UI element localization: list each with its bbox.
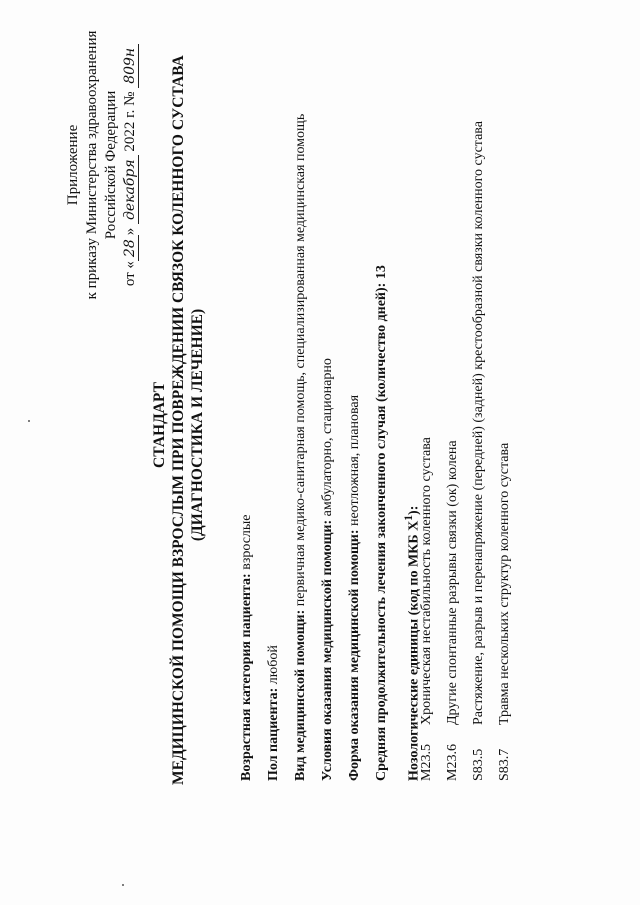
code-row <box>414 21 440 781</box>
order-number: 809н <box>122 44 139 88</box>
date-month: декабря <box>122 155 139 224</box>
info-duration: Средняя продолжительность лечения законченного случая (количество дней): 13 <box>374 265 389 781</box>
info-nosology: Нозологические единицы (код по МКБ $X^1$): <box>402 505 422 781</box>
nosology-codes <box>414 21 518 781</box>
info-age: Возрастная категория пациента: взрослые <box>239 514 254 781</box>
info-sex: Пол пациента: любой <box>266 645 281 781</box>
icd-text: Другие спонтанные разрывы связки (ок) колена <box>445 440 460 725</box>
icd-code: S83.7 <box>497 748 512 781</box>
date-day: 28 <box>122 235 139 261</box>
appendix-block <box>64 15 140 315</box>
info-section <box>233 61 422 781</box>
scan-speck <box>122 884 124 886</box>
title-standard: СТАНДАРТ <box>151 382 168 468</box>
date-prefix: от « <box>122 261 138 287</box>
appendix-date-line <box>121 15 140 315</box>
appendix-ministry: Российской Федерации <box>103 90 119 240</box>
code-row <box>492 21 518 781</box>
code-row <box>466 21 492 781</box>
icd-text: Хроническая нестабильность коленного сустава <box>419 437 434 725</box>
title-sub: (ДИАГНОСТИКА И ЛЕЧЕНИЕ) <box>189 308 206 542</box>
date-mid: » <box>122 227 138 236</box>
code-row <box>440 21 466 781</box>
icd-code: M23.5 <box>419 744 434 781</box>
icd-code: S83.5 <box>471 748 486 781</box>
appendix-title: Приложение <box>65 124 81 206</box>
info-care-type: Вид медицинской помощи: первичная медико-санитарная помощь, специализированная медицинская помощь <box>293 113 308 781</box>
icd-text: Травма нескольких структур коленного сустава <box>497 442 512 725</box>
document-title <box>150 55 207 785</box>
date-year: 2022 г. № <box>122 91 138 152</box>
appendix-order-ref: к приказу Министерства здравоохранения <box>84 30 100 300</box>
scan-speck <box>28 420 30 422</box>
icd-code: M23.6 <box>445 744 460 781</box>
title-main: МЕДИЦИНСКОЙ ПОМОЩИ ВЗРОСЛЫМ ПРИ ПОВРЕЖДЕНИИ СВЯЗОК КОЛЕННОГО СУСТАВА <box>170 55 187 785</box>
info-conditions: Условия оказания медицинской помощи: амбулаторно, стационарно <box>320 358 335 781</box>
icd-text: Растяжение, разрыв и перенапряжение (передней) (задней) крестообразной связки коленного сустава <box>471 121 486 725</box>
info-form: Форма оказания медицинской помощи: неотложная, плановая <box>347 394 362 781</box>
